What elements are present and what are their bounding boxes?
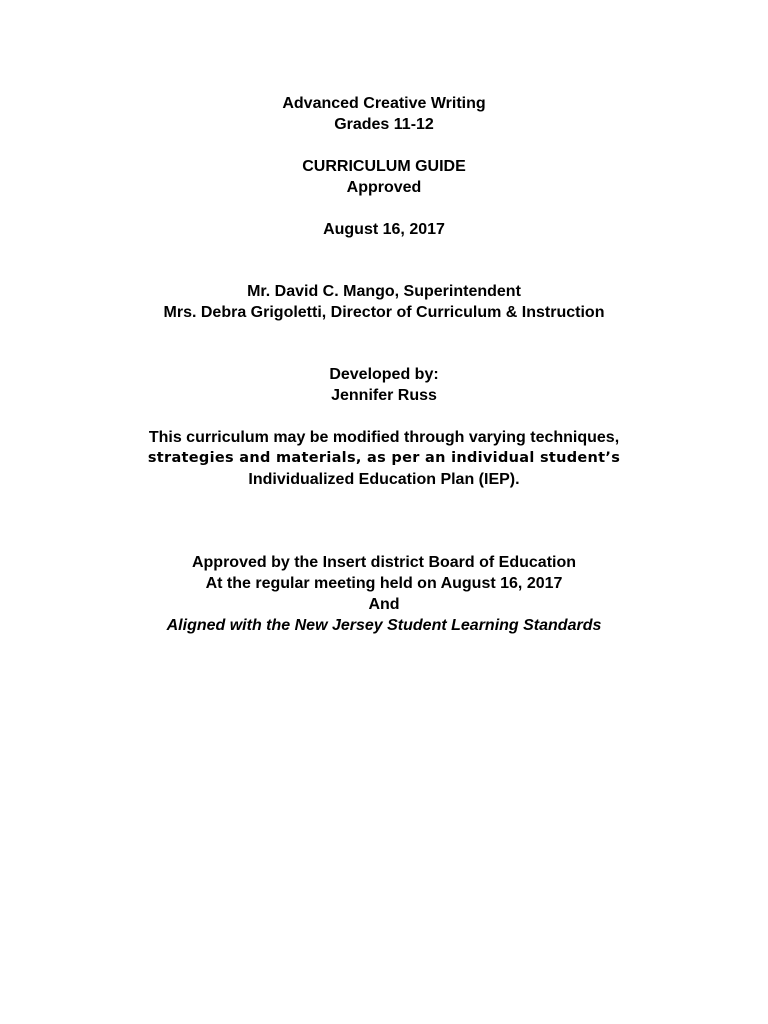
director-line: Mrs. Debra Grigoletti, Director of Curriculum & Instruction [163, 304, 605, 321]
modification-notice-line-3: Individualized Education Plan (IEP). [248, 471, 520, 488]
guide-label: CURRICULUM GUIDE [302, 158, 466, 175]
modification-notice-line-2: strategies and materials, as per an individual student’s [147, 450, 621, 466]
approval-status: Approved [346, 179, 422, 196]
approval-date: August 16, 2017 [323, 221, 445, 238]
developer-name: Jennifer Russ [331, 387, 437, 404]
modification-notice-line-1: This curriculum may be modified through varying techniques, [148, 429, 620, 446]
developed-by-label: Developed by: [329, 366, 439, 383]
board-approval-line: Approved by the Insert district Board of Education [191, 554, 577, 571]
and-line: And [368, 596, 400, 613]
grade-range: Grades 11-12 [334, 116, 434, 133]
standards-alignment-line: Aligned with the New Jersey Student Learning Standards [166, 617, 602, 634]
superintendent-line: Mr. David C. Mango, Superintendent [247, 283, 521, 300]
meeting-line: At the regular meeting held on August 16, 2017 [205, 575, 563, 592]
course-title: Advanced Creative Writing [282, 95, 486, 112]
